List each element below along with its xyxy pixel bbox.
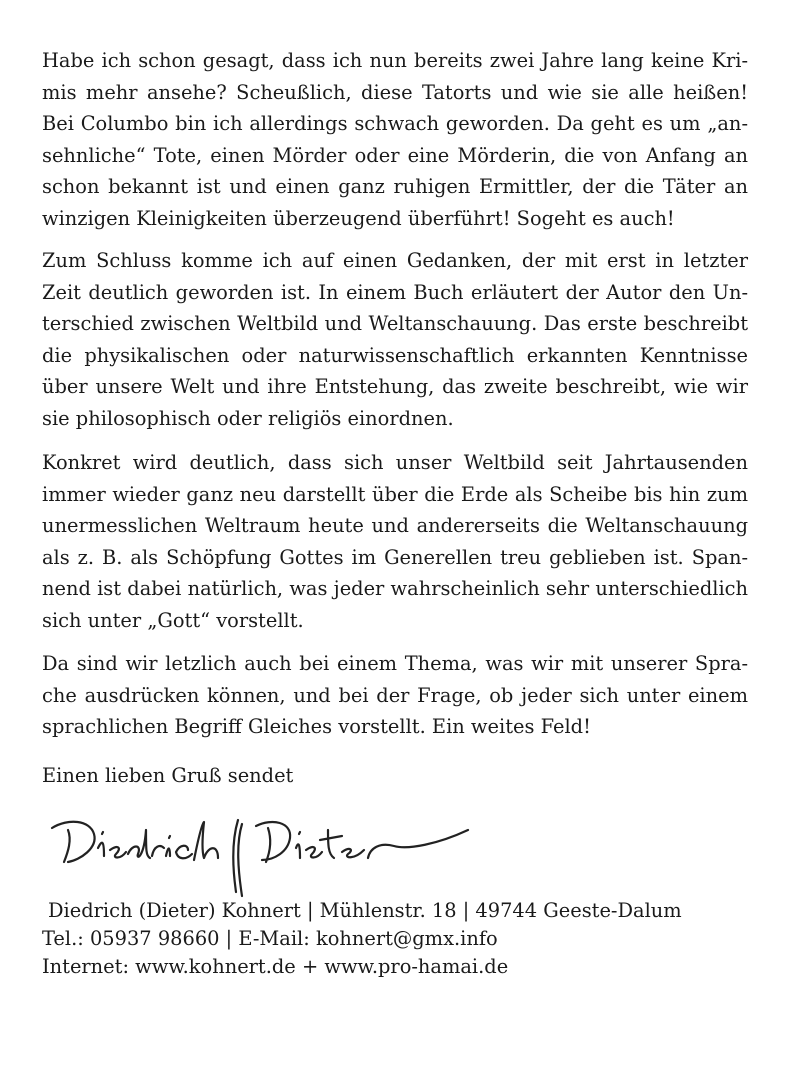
paragraph-3: Konkret wird deutlich, dass sich unser Weltbild seit Jahrtausenden immer wieder ganz neu darstellt über die Erde als Scheibe bis hin zum unermesslichen Weltraum heute und andererseits die Weltanschauung als z. B. als Schöpfung Gottes im Generellen treu geblieben ist. Spannend ist dabei natürlich, was jeder wahrscheinlich sehr unterschiedlich sich unter „Gott“ vorstellt.: [42, 451, 748, 632]
handwritten-signature: [28, 800, 478, 900]
contact-websites: Internet: www.kohnert.de + www.pro-hamai.de: [42, 955, 509, 978]
closing-greeting: Einen lieben Gruß sendet: [42, 764, 294, 787]
contact-block: [42, 897, 762, 981]
contact-address: Diedrich (Dieter) Kohnert | Mühlenstr. 18 | 49744 Geeste-Dalum: [48, 899, 682, 922]
contact-phone-email: Tel.: 05937 98660 | E-Mail: kohnert@gmx.info: [42, 927, 498, 950]
paragraph-2: Zum Schluss komme ich auf einen Gedanken, der mit erst in letzter Zeit deutlich geworden ist. In einem Buch erläutert der Autor den Unterschied zwischen Weltbild und Weltanschauung. Das erste beschreibt die physikalischen oder naturwissenschaftlich erkannten Kenntnisse über unsere Welt und ihre Entstehung, das zweite beschreibt, wie wir sie philosophisch oder religiös einordnen.: [42, 249, 748, 430]
paragraph-4: Da sind wir letzlich auch bei einem Thema, was wir mit unserer Sprache ausdrücken können, und bei der Frage, ob jeder sich unter einem sprachlichen Begriff Gleiches vorstellt. Ein weites Feld!: [42, 652, 748, 738]
paragraph-1: Habe ich schon gesagt, dass ich nun bereits zwei Jahre lang keine Krimis mehr ansehe? Scheußlich, diese Tatorts und wie sie alle heißen! Bei Columbo bin ich allerdings schwach geworden. Da geht es um „ansehnliche“ Tote, einen Mörder oder eine Mörderin, die von Anfang an schon bekannt ist und einen ganz ruhigen Ermittler, der die Täter an winzigen Kleinigkeiten überzeugend überführt! Sogeht es auch!: [42, 49, 748, 230]
